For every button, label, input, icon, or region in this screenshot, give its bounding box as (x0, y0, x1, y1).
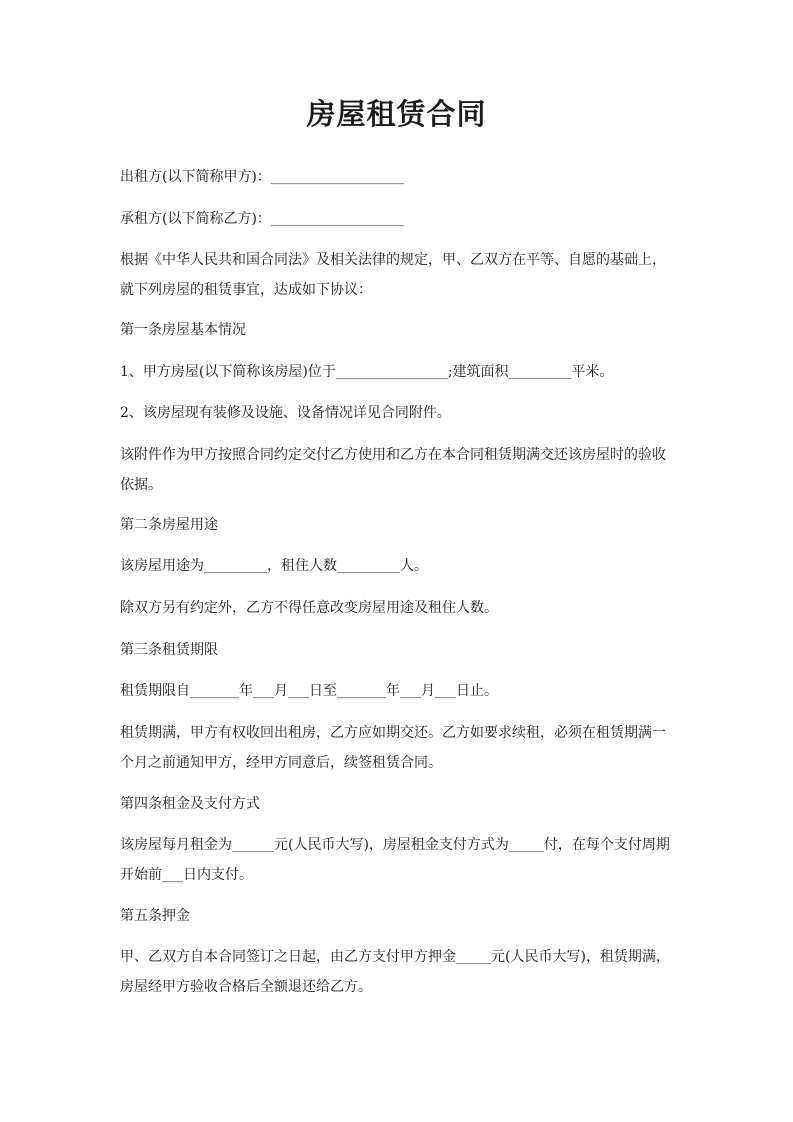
usage-restriction-line: 除双方另有约定外，乙方不得任意改变房屋用途及租住人数。 (120, 600, 498, 616)
lease-term-line: 租赁期限自_______年___月___日至_______年___月___日止。 (120, 683, 498, 699)
article-3-heading: 第三条租赁期限 (120, 642, 218, 658)
lessor-line: 出租方(以下简称甲方)：___________________ (120, 169, 404, 185)
article-1-heading: 第一条房屋基本情况 (120, 322, 246, 338)
article-1-item-1: 1、甲方房屋(以下简称该房屋)位于________________;建筑面积_________平米。 (120, 364, 614, 380)
article-1-item-2: 2、该房屋现有装修及设施、设备情况详见合同附件。 (120, 405, 451, 421)
renewal-paragraph: 租赁期满，甲方有权收回出租房，乙方应如期交还。乙方如要求续租，必须在租赁期满一个月之前通知甲方，经甲方同意后，续签租赁合同。 (120, 725, 666, 771)
rent-paragraph: 该房屋每月租金为______元(人民币大写)，房屋租金支付方式为_____付，在每个支付周期开始前___日内支付。 (120, 837, 670, 883)
article-5-heading: 第五条押金 (120, 908, 190, 924)
document-title: 房屋租赁合同 (306, 97, 487, 131)
usage-line: 该房屋用途为_________，租住人数_________人。 (120, 558, 428, 574)
deposit-paragraph: 甲、乙双方自本合同签订之日起，由乙方支付甲方押金_____元(人民币大写)，租赁期满，房屋经甲方验收合格后全额退还给乙方。 (120, 949, 670, 995)
article-4-heading: 第四条租金及支付方式 (120, 796, 260, 812)
article-2-heading: 第二条房屋用途 (120, 517, 218, 533)
lessee-line: 承租方(以下简称乙方)：___________________ (120, 211, 404, 227)
attachment-paragraph: 该附件作为甲方按照合同约定交付乙方使用和乙方在本合同租赁期满交还该房屋时的验收依据。 (120, 447, 666, 493)
preamble-paragraph: 根据《中华人民共和国合同法》及相关法律的规定，甲、乙双方在平等、自愿的基础上，就下列房屋的租赁事宜，达成如下协议： (120, 252, 666, 298)
